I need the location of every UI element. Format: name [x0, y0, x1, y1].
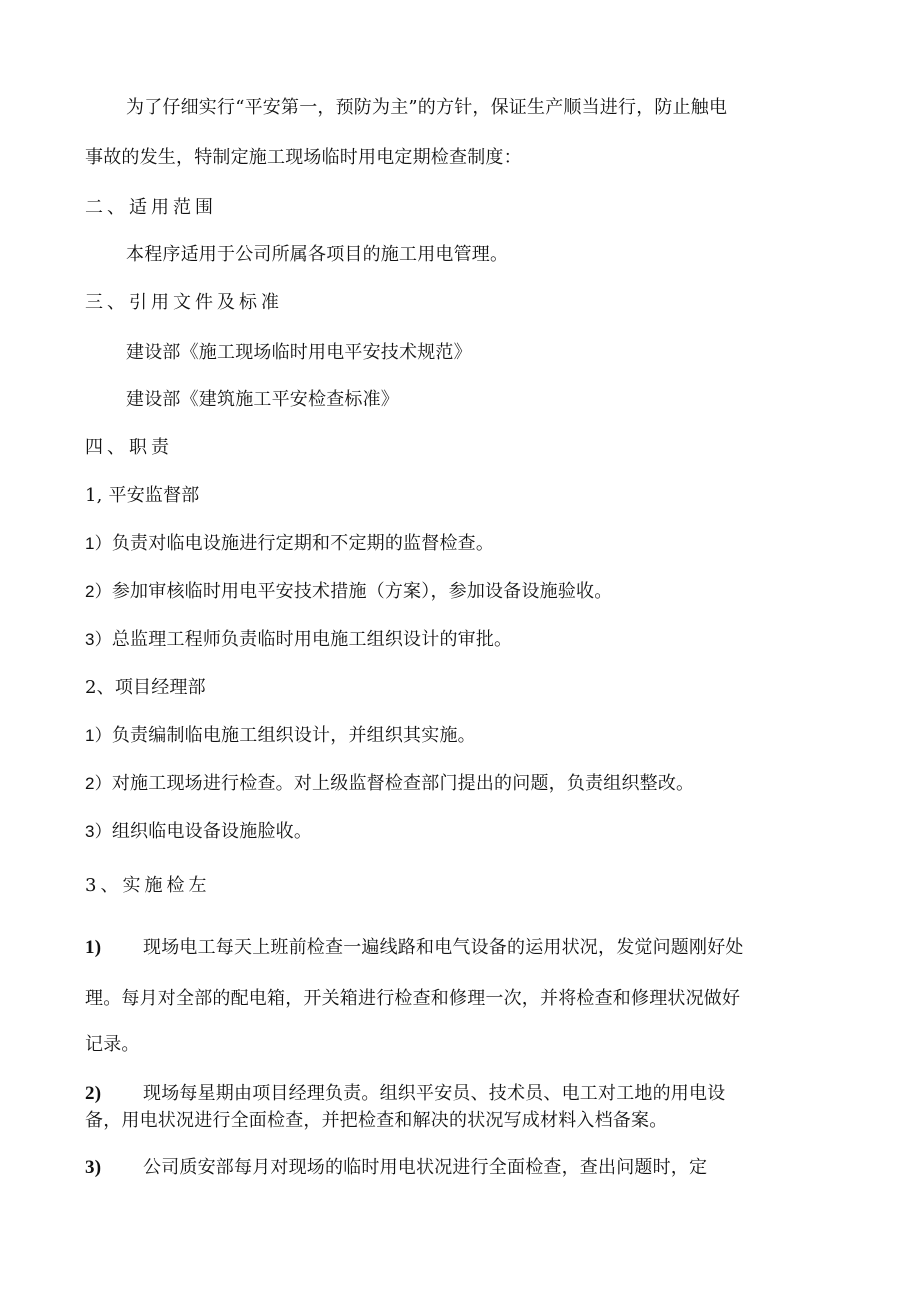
- list-item-number: 2）: [85, 774, 112, 793]
- list-item-number: 2）: [85, 582, 112, 601]
- subsection-title-safety-dept: 1, 平安监督部: [85, 485, 200, 506]
- paragraph-line: 备，用电状况进行全面检查，并把检查和解决的状况写成材料入档备案。: [85, 1110, 668, 1131]
- paragraph-number: 1): [85, 937, 102, 958]
- list-item-text: 参加审核临时用电平安技术措施（方案），参加设备设施验收。: [111, 581, 613, 602]
- list-item-number: 1）: [85, 726, 112, 745]
- reference-item: 建设部《建筑施工平安检查标准》: [126, 389, 399, 410]
- paragraph-line: 记录。: [85, 1034, 140, 1055]
- list-item: [85, 820, 312, 844]
- numbered-paragraph: [85, 1082, 725, 1106]
- list-item-text: 总监理工程师负责临时用电施工组织设计的审批。: [111, 629, 513, 650]
- list-item-number: 1）: [85, 534, 112, 553]
- list-item-text: 对施工现场进行检查。对上级监督检查部门提出的问题，负责组织整改。: [111, 773, 695, 794]
- subsection-title-project-dept: 2、项目经理部: [85, 677, 206, 698]
- list-item-number: 3）: [85, 822, 112, 841]
- paragraph-line: 公司质安部每月对现场的临时用电状况进行全面检查，查出问题时，定: [143, 1157, 708, 1178]
- numbered-paragraph: [85, 1156, 707, 1180]
- scope-body: 本程序适用于公司所属各项目的施工用电管理。: [126, 244, 509, 265]
- numbered-paragraph: [85, 936, 744, 960]
- list-item: [85, 532, 494, 556]
- section-heading-duties: 四、职责: [85, 437, 173, 458]
- list-item-number: 3）: [85, 630, 112, 649]
- paragraph-number: 3): [85, 1157, 102, 1178]
- list-item: [85, 724, 476, 748]
- paragraph-number: 2): [85, 1083, 102, 1104]
- intro-line-2: 事故的发生，特制定施工现场临时用电定期检查制度：: [85, 147, 522, 168]
- list-item: [85, 772, 694, 796]
- list-item: [85, 628, 512, 652]
- subsection-title-inspection: 3、实施检左: [85, 875, 211, 896]
- paragraph-line: 现场每星期由项目经理负责。组织平安员、技术员、电工对工地的用电设: [143, 1083, 726, 1104]
- section-heading-scope: 二、适用范围: [85, 197, 217, 218]
- paragraph-line: 现场电工每天上班前检查一遍线路和电气设备的运用状况，发觉问题刚好处: [143, 937, 744, 958]
- list-item: [85, 580, 612, 604]
- section-heading-references: 三、引用文件及标准: [85, 292, 283, 313]
- intro-line-1: 为了仔细实行“平安第一，预防为主”的方针，保证生产顺当进行，防止触电: [126, 97, 728, 118]
- reference-item: 建设部《施工现场临时用电平安技术规范》: [126, 342, 472, 363]
- paragraph-line: 理。每月对全部的配电箱，开关箱进行检查和修理一次，并将检查和修理状况做好: [85, 988, 741, 1009]
- list-item-text: 组织临电设备设施脸收。: [111, 821, 313, 842]
- list-item-text: 负责对临电设施进行定期和不定期的监督检查。: [111, 533, 495, 554]
- list-item-text: 负责编制临电施工组织设计，并组织其实施。: [111, 725, 476, 746]
